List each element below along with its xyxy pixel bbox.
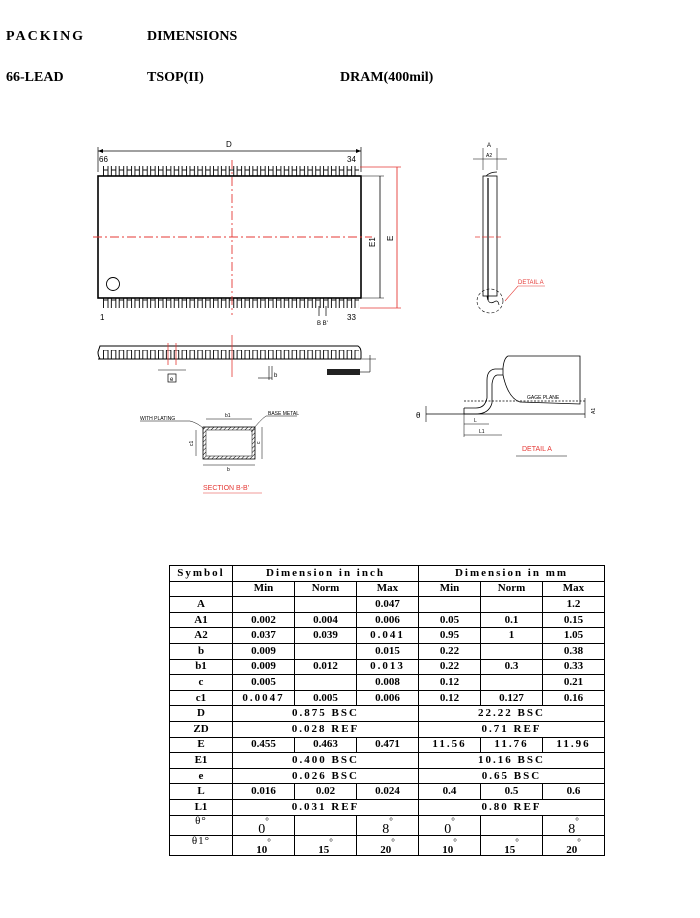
cell-inch-min: 0°	[233, 815, 295, 835]
cell-inch-span: 0.028 REF	[233, 721, 419, 737]
subheader-mm-min: Min	[419, 581, 481, 597]
degree-symbol: °	[265, 815, 269, 826]
table-row	[170, 675, 605, 691]
degree-symbol: °	[389, 815, 393, 826]
symbol-theta1: θ1°	[191, 834, 211, 847]
cell-mm-max: 0.21	[543, 675, 605, 691]
cell-inch-min: 0.0047	[233, 690, 295, 706]
cell-inch-min: 10°	[233, 835, 295, 855]
pin-34-label: 34	[347, 155, 356, 164]
cell-mm-min	[419, 597, 481, 613]
table-row	[170, 721, 605, 737]
cell-inch-norm	[295, 643, 357, 659]
header-package-type: TSOP(II)	[147, 70, 204, 85]
cell-inch-min: 0.037	[233, 628, 295, 644]
table-row	[170, 768, 605, 784]
cell-mm-max: 0.15	[543, 612, 605, 628]
cell-mm-norm	[481, 643, 543, 659]
dim-L1-label: L1	[479, 429, 485, 435]
dim-b-label: b	[274, 373, 278, 379]
cell-inch-min: 0.016	[233, 784, 295, 800]
cell-inch-norm: 0.005	[295, 690, 357, 706]
cell-mm-max: 20°	[543, 835, 605, 855]
cell-inch-norm: 15°	[295, 835, 357, 855]
cell-mm-span: 22.22 BSC	[419, 706, 605, 722]
cell-inch-norm: 0.012	[295, 659, 357, 675]
table-subheader-row	[170, 581, 605, 597]
cell-inch-min: 0.009	[233, 643, 295, 659]
cell-inch-max: 0.015	[357, 643, 419, 659]
cell-mm-span: 0.65 BSC	[419, 768, 605, 784]
cell-inch-span: 0.400 BSC	[233, 753, 419, 769]
cell-symbol: E1	[170, 753, 233, 769]
cell-inch-norm	[295, 815, 357, 835]
cell-symbol: b	[170, 643, 233, 659]
cell-mm-min: 11.56	[419, 737, 481, 753]
cell-mm-norm: 0.5	[481, 784, 543, 800]
cell-symbol: e	[170, 768, 233, 784]
dim-E1-label: E1	[368, 237, 377, 247]
cell-mm-norm: 15°	[481, 835, 543, 855]
cell-mm-norm: 0.3	[481, 659, 543, 675]
cell-symbol	[170, 815, 233, 835]
cell-inch-span: 0.031 REF	[233, 799, 419, 815]
section-title: SECTION B-B'	[203, 485, 250, 492]
cell-mm-min: 0.12	[419, 690, 481, 706]
cell-inch-norm: 0.039	[295, 628, 357, 644]
degree-symbol: °	[451, 815, 455, 826]
section-marks: B B'	[317, 321, 328, 327]
header-mm: Dimension in mm	[419, 566, 605, 582]
header-inch: Dimension in inch	[233, 566, 419, 582]
header-dimensions: DIMENSIONS	[147, 29, 238, 44]
cell-mm-max: 11.96	[543, 737, 605, 753]
gage-plane-label: GAGE PLANE	[527, 395, 560, 401]
side-view	[98, 335, 376, 383]
subheader-inch-max: Max	[357, 581, 419, 597]
detail-a-view	[416, 356, 597, 456]
table-header-row	[170, 566, 605, 582]
cell-inch-min: 0.005	[233, 675, 295, 691]
dim-c-label: c	[256, 441, 262, 444]
dim-E-label: E	[386, 235, 395, 241]
detail-a-callout: DETAIL A	[518, 280, 544, 286]
cell-symbol	[170, 835, 233, 855]
cell-inch-min	[233, 597, 295, 613]
cell-inch-max: 0.047	[357, 597, 419, 613]
cell-mm-min: 0.4	[419, 784, 481, 800]
degree-symbol: °	[515, 837, 519, 848]
cell-mm-max: 1.2	[543, 597, 605, 613]
cell-inch-max: 0.008	[357, 675, 419, 691]
cell-mm-span: 0.80 REF	[419, 799, 605, 815]
cell-symbol: D	[170, 706, 233, 722]
cell-inch-max: 0.041	[357, 628, 419, 644]
cell-mm-norm	[481, 675, 543, 691]
label-with-plating: WITH PLATING	[140, 416, 176, 422]
degree-symbol: °	[391, 837, 395, 848]
degree-symbol: °	[575, 815, 579, 826]
pin-1-label: 1	[100, 313, 105, 322]
cell-mm-min: 0.05	[419, 612, 481, 628]
table-row	[170, 659, 605, 675]
cell-symbol: L	[170, 784, 233, 800]
end-view	[473, 143, 545, 313]
cell-symbol: c1	[170, 690, 233, 706]
cell-mm-norm: 11.76	[481, 737, 543, 753]
cell-inch-max: 8°	[357, 815, 419, 835]
cell-mm-norm: 0.127	[481, 690, 543, 706]
subheader-empty	[170, 581, 233, 597]
cell-mm-min: 0.95	[419, 628, 481, 644]
dim-b1-label: b1	[225, 413, 231, 419]
dim-D-label: D	[226, 140, 232, 149]
cell-mm-min: 0°	[419, 815, 481, 835]
dimensions-table	[169, 565, 605, 856]
cell-mm-max: 0.38	[543, 643, 605, 659]
header-symbol: Symbol	[170, 566, 233, 582]
cell-inch-norm	[295, 675, 357, 691]
subheader-mm-norm: Norm	[481, 581, 543, 597]
dim-A-label: A	[487, 143, 492, 149]
dim-theta-label: θ	[416, 411, 421, 420]
cell-mm-min: 0.22	[419, 659, 481, 675]
degree-symbol: °	[577, 837, 581, 848]
degree-symbol: °	[329, 837, 333, 848]
symbol-theta: θ°	[195, 814, 207, 827]
table-row	[170, 815, 605, 835]
dim-e-label: e	[170, 377, 174, 383]
cell-symbol: b1	[170, 659, 233, 675]
subheader-inch-norm: Norm	[295, 581, 357, 597]
cell-mm-max: 0.6	[543, 784, 605, 800]
table-row	[170, 737, 605, 753]
cell-inch-max: 0.006	[357, 690, 419, 706]
table-row	[170, 690, 605, 706]
cell-inch-min: 0.002	[233, 612, 295, 628]
cell-inch-max: 0.013	[357, 659, 419, 675]
degree-symbol: °	[453, 837, 457, 848]
cell-inch-norm: 0.004	[295, 612, 357, 628]
table-row	[170, 628, 605, 644]
cell-mm-span: 10.16 BSC	[419, 753, 605, 769]
header-lead-count: 66-LEAD	[6, 70, 64, 85]
cell-inch-norm: 0.463	[295, 737, 357, 753]
cell-mm-norm: 1	[481, 628, 543, 644]
cell-mm-span: 0.71 REF	[419, 721, 605, 737]
cell-mm-min: 0.12	[419, 675, 481, 691]
cell-mm-norm: 0.1	[481, 612, 543, 628]
cell-inch-span: 0.026 BSC	[233, 768, 419, 784]
pin-66-label: 66	[99, 155, 108, 164]
table-row	[170, 706, 605, 722]
table-row	[170, 612, 605, 628]
cell-mm-max: 0.16	[543, 690, 605, 706]
cell-mm-min: 10°	[419, 835, 481, 855]
cell-inch-max: 0.471	[357, 737, 419, 753]
table-row	[170, 753, 605, 769]
cell-mm-norm	[481, 597, 543, 613]
table-row	[170, 643, 605, 659]
dim-c1-label: c1	[189, 440, 195, 446]
cell-mm-min: 0.22	[419, 643, 481, 659]
dim-A1-label: A1	[591, 407, 597, 414]
cell-mm-max: 1.05	[543, 628, 605, 644]
cell-inch-min: 0.009	[233, 659, 295, 675]
pin-33-label: 33	[347, 313, 356, 322]
dim-b-section-label: b	[227, 467, 230, 473]
header-packing: PACKING	[6, 29, 86, 44]
cell-inch-norm	[295, 597, 357, 613]
detail-a-title: DETAIL A	[522, 446, 552, 453]
table-row	[170, 799, 605, 815]
table-row	[170, 597, 605, 613]
subheader-mm-max: Max	[543, 581, 605, 597]
cell-mm-norm	[481, 815, 543, 835]
subheader-inch-min: Min	[233, 581, 295, 597]
cell-symbol: A1	[170, 612, 233, 628]
section-view	[140, 411, 299, 493]
cell-symbol: c	[170, 675, 233, 691]
cell-inch-norm: 0.02	[295, 784, 357, 800]
cell-inch-span: 0.875 BSC	[233, 706, 419, 722]
cell-mm-max: 0.33	[543, 659, 605, 675]
top-view	[93, 140, 401, 327]
cell-inch-min: 0.455	[233, 737, 295, 753]
cell-symbol: A2	[170, 628, 233, 644]
table-row	[170, 784, 605, 800]
cell-symbol: ZD	[170, 721, 233, 737]
dim-A2-label: A2	[486, 153, 493, 159]
table-row	[170, 835, 605, 855]
cell-inch-max: 0.006	[357, 612, 419, 628]
cell-symbol: L1	[170, 799, 233, 815]
cell-inch-max: 20°	[357, 835, 419, 855]
cell-mm-max: 8°	[543, 815, 605, 835]
cell-symbol: A	[170, 597, 233, 613]
label-base-metal: BASE METAL	[268, 411, 300, 417]
header-device-type: DRAM(400mil)	[340, 70, 434, 85]
cell-symbol: E	[170, 737, 233, 753]
dim-L-label: L	[474, 418, 477, 424]
cell-inch-max: 0.024	[357, 784, 419, 800]
degree-symbol: °	[267, 837, 271, 848]
